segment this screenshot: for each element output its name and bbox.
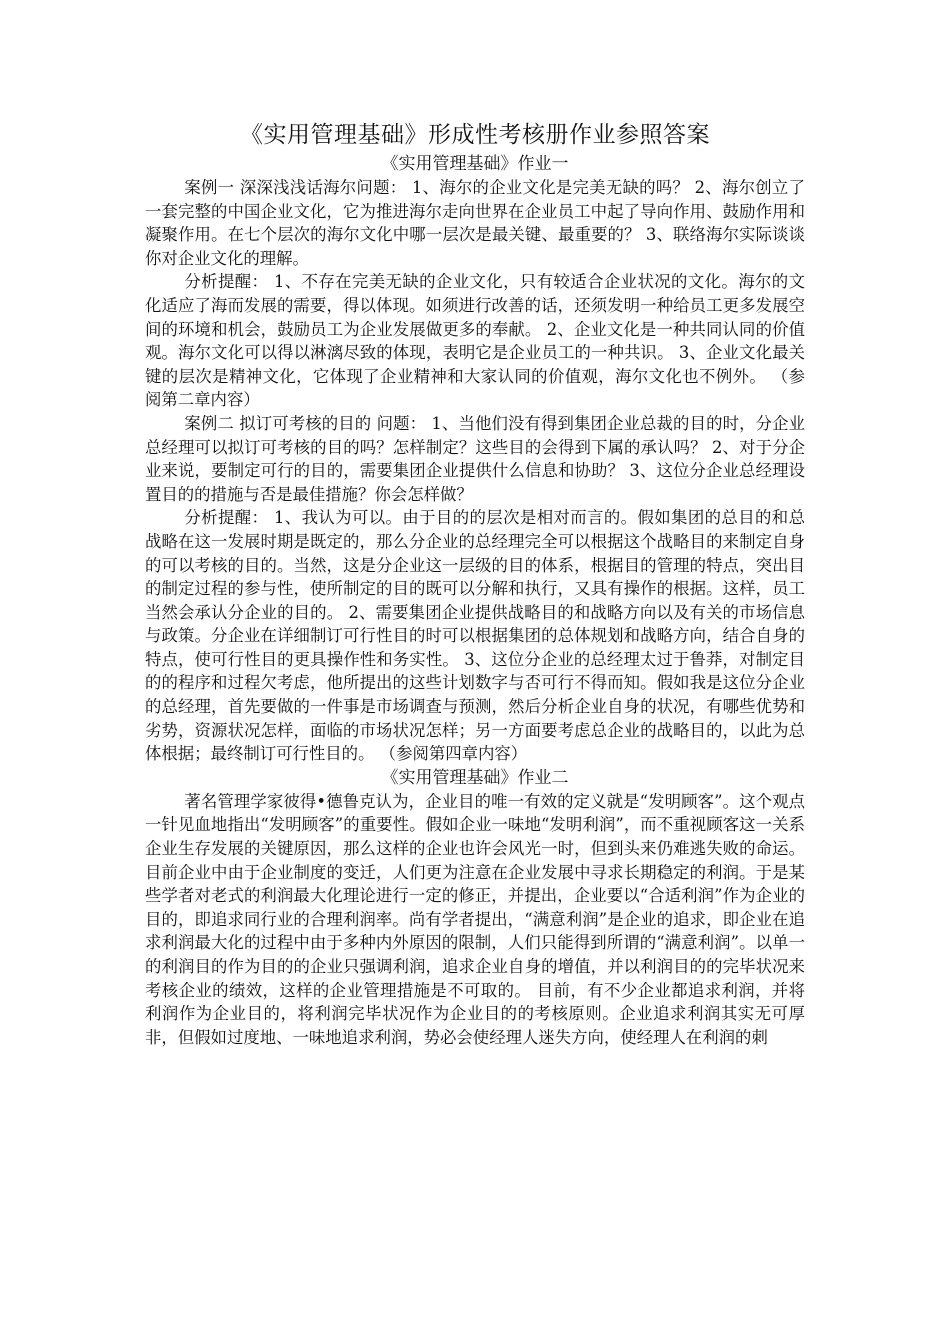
section-heading: 《实用管理基础》作业一: [381, 154, 569, 174]
section-assignment-1: [145, 152, 805, 766]
case-2-questions: 案例二 拟订可考核的目的 问题： 1、当他们没有得到集团企业总裁的目的时，分企业总经理可以拟订可考核的目的吗？怎样制定？这些目的会得到下属的承认吗？ 2、对于分企业来说，要制定可行的目的，需要集团企业提供什么信息和协助？ 3、这位分企业总经理设置目的的措施与否是最佳措施？你会怎样做？: [145, 413, 805, 504]
document-page: [145, 118, 805, 1049]
assignment-2-paragraph: 著名管理学家彼得•德鲁克认为，企业目的唯一有效的定义就是“发明顾客”。这个观点一针见血地指出“发明顾客”的重要性。假如企业一味地“发明利润”，而不重视顾客这一关系企业生存发展的关键原因，那么这样的企业也许会风光一时，但到头来仍难逃失败的命运。 目前企业中由于企业制度的变迁，人们更为注意在企业发展中寻求长期稳定的利润。于是某些学者对老式的利润最大化理论进行一定的修正，并提出，企业要以“合适利润”作为企业的目的，即追求同行业的合理利润率。尚有学者提出，“满意利润”是企业的追求，即企业在追求利润最大化的过程中由于多种内外原因的限制，人们只能得到所谓的“满意利润”。以单一的利润目的作为目的的企业只强调利润，追求企业自身的增值，并以利润目的的完毕状况来考核企业的绩效，这样的企业管理措施是不可取的。 目前，有不少企业都追求利润，并将利润作为企业目的，将利润完毕状况作为企业目的的考核原则。企业追求利润其实无可厚非，但假如过度地、一味地追求利润，势必会使经理人迷失方向，使经理人在利润的刺: [145, 791, 805, 1047]
case-2-analysis: 分析提醒： 1、我认为可以。由于目的的层次是相对而言的。假如集团的总目的和总战略在这一发展时期是既定的，那么分企业的总经理完全可以根据这个战略目的来制定自身的可以考核的目的。当然，这是分企业这一层级的目的体系，根据目的管理的特点，突出目的制定过程的参与性，使所制定的目的既可以分解和执行，又具有操作的根据。这样，员工当然会承认分企业的目的。 2、需要集团企业提供战略目的和战略方向以及有关的市场信息与政策。分企业在详细制订可行性目的时可以根据集团的总体规划和战略方向，结合自身的特点，使可行性目的更具操作性和务实性。 3、这位分企业的总经理太过于鲁莽，对制定目的的程序和过程欠考虑，他所提出的这些计划数字与否可行不得而知。假如我是这位分企业的总经理，首先要做的一件事是市场调查与预测，然后分析企业自身的状况，有哪些优势和劣势，资源状况怎样，面临的市场状况怎样；另一方面要考虑总企业的战略目的，以此为总体根据；最终制订可行性目的。 （参阅第四章内容）: [145, 508, 805, 764]
section-heading: 《实用管理基础》作业二: [381, 767, 569, 788]
case-1-questions: 案例一 深深浅浅话海尔问题： 1、海尔的企业文化是完美无缺的吗？ 2、海尔创立了一套完整的中国企业文化，它为推进海尔走向世界在企业员工中起了导向作用、鼓励作用和凝聚作用。在七个层次的海尔文化中哪一层次是最关键、最重要的？ 3、联络海尔实际谈谈你对企业文化的理解。: [145, 178, 805, 268]
section-assignment-2: [145, 766, 805, 1050]
document-title: 《实用管理基础》形成性考核册作业参照答案: [240, 122, 710, 148]
case-1-analysis: 分析提醒： 1、不存在完美无缺的企业文化，只有较适合企业状况的文化。海尔的文化适应了海而发展的需要，得以体现。如须进行改善的话，还须发明一种给员工更多发展空间的环境和机会，鼓励员工为企业发展做更多的奉献。 2、企业文化是一种共同认同的价值观。海尔文化可以得以淋漓尽致的体现，表明它是企业员工的一种共识。 3、企业文化最关键的层次是精神文化，它体现了企业精神和大家认同的价值观，海尔文化也不例外。 （参阅第二章内容）: [145, 272, 805, 410]
